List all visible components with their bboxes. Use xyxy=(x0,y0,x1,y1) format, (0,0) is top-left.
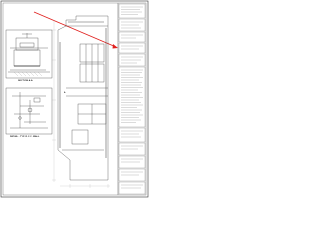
title-block-text-lines xyxy=(121,7,143,188)
section-label: SECTION A-A xyxy=(18,80,33,82)
inner-border xyxy=(3,3,146,195)
plan-hatch xyxy=(60,22,106,158)
section-hatch xyxy=(14,72,42,76)
title-block xyxy=(119,4,145,194)
section-drawing xyxy=(6,30,52,78)
sheet-border xyxy=(1,1,148,197)
detail-drawing xyxy=(6,88,52,134)
callout-marker: A xyxy=(64,92,66,94)
drawing-sheet xyxy=(0,0,149,198)
detail-label: DETAIL - TYP. R.C.C. WALL xyxy=(10,136,40,138)
